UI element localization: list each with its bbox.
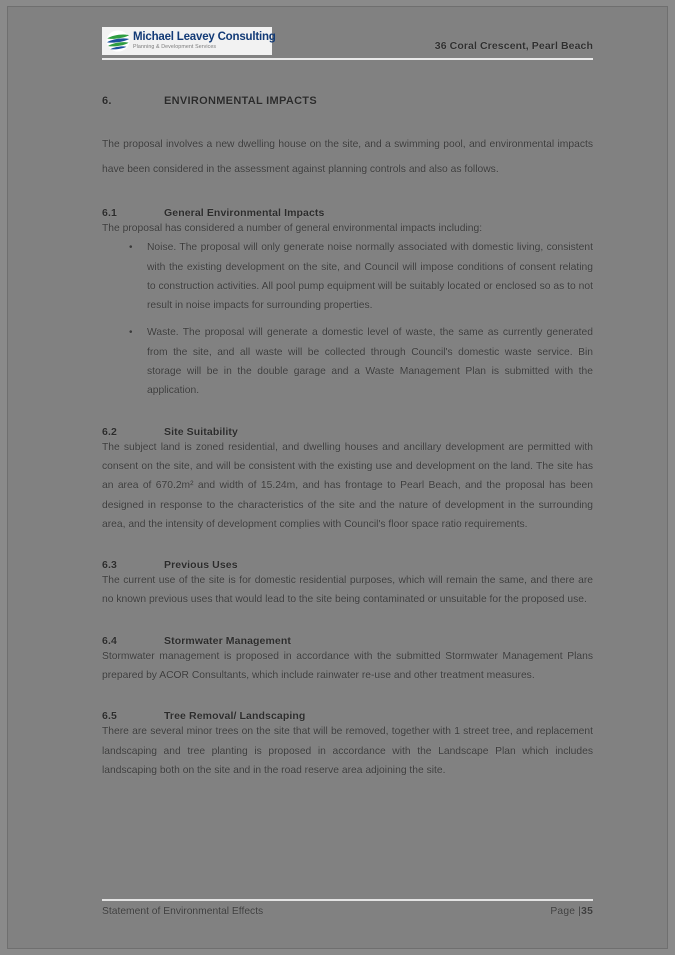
header-divider xyxy=(102,58,593,60)
footer-divider xyxy=(102,899,593,901)
list-spacer xyxy=(102,315,593,323)
subsection-body-6-5: There are several minor trees on the site that will be removed, together with 1 street tree, and replacement landscaping and tree planting is proposed in accordance with the Landscape Plan which includes landscaping both on the site and in the road reserve area adjoining the site. xyxy=(102,726,593,776)
page-header xyxy=(88,17,593,59)
section-number: 6. xyxy=(102,95,112,107)
subsection-heading-6-5 xyxy=(102,710,593,722)
header-site-address: 36 Coral Crescent, Pearl Beach xyxy=(434,40,593,52)
subsection-title: General Environmental Impacts xyxy=(164,207,325,219)
subsection-heading-6-2 xyxy=(102,426,593,438)
subsection-body-6-4: Stormwater management is proposed in accordance with the submitted Stormwater Management Plans prepared by ACOR Consultants, which include rainwater re-use and other treatment measures. xyxy=(102,650,593,682)
subsection-number: 6.2 xyxy=(102,425,117,438)
section-title: ENVIRONMENTAL IMPACTS xyxy=(164,95,317,107)
subsection-lead-6-1: The proposal has considered a number of general environmental impacts including: xyxy=(102,223,483,234)
subsection-number: 6.3 xyxy=(102,559,117,572)
subsection-heading-6-3 xyxy=(102,559,593,571)
subsection-title: Site Suitability xyxy=(164,425,238,438)
list-item-text: Waste. The proposal will generate a domestic level of waste, the same as currently generated from the site, and all waste will be collected through Council's domestic waste service. Bin storage will be in the double garage and a Waste Management Plan is submitted with the application. xyxy=(147,327,593,397)
subsection-title: Stormwater Management xyxy=(164,634,291,647)
subsection-body-6-2: The subject land is zoned residential, and dwelling houses and ancillary development are permitted with consent on the site, and will be consistent with the existing use and development on the land. The site has an area of 670.2m² and width of 15.24m, and has frontage to Pearl Beach, and the proposal has been designed in response to the characteristics of the site and the nature of development in the surrounding area, and the intensity of development complies with Council's floor space ratio requirements. xyxy=(102,441,593,530)
subsection-number: 6.4 xyxy=(102,634,117,647)
list-item xyxy=(102,323,593,400)
bullet-icon: • xyxy=(129,327,133,339)
subsection-title: Previous Uses xyxy=(164,559,238,572)
subsection-heading-6-4 xyxy=(102,635,593,647)
list-item-text: Noise. The proposal will only generate noise normally associated with domestic living, consistent with the existing development on the site, and Council will impose conditions of consent relating to construction activities. All pool pump equipment will be suitably located or enclosed so as to not result in noise impacts for surrounding properties. xyxy=(147,242,593,312)
logo-subtitle: Planning & Development Services xyxy=(133,44,217,51)
page-label: Page | xyxy=(550,906,582,917)
document-body xyxy=(102,95,593,780)
list-item xyxy=(102,238,593,315)
bullet-icon: • xyxy=(129,242,133,254)
subsection-number: 6.5 xyxy=(102,710,117,723)
page-footer xyxy=(102,899,593,917)
globe-icon xyxy=(105,29,131,53)
page-content xyxy=(88,17,593,937)
footer-page-indicator xyxy=(550,906,593,917)
section-intro-paragraph: The proposal involves a new dwelling house on the site, and a swimming pool, and environmental impacts have been considered in the assessment against planning controls and also as follows. xyxy=(102,139,593,175)
footer-document-title: Statement of Environmental Effects xyxy=(102,906,264,917)
company-logo xyxy=(102,27,276,55)
page-number: 35 xyxy=(581,906,593,917)
subsection-number: 6.1 xyxy=(102,207,117,219)
section-heading xyxy=(102,95,593,107)
subsection-title: Tree Removal/ Landscaping xyxy=(164,710,306,723)
general-impacts-bullet-list xyxy=(102,238,593,400)
document-page xyxy=(8,7,667,948)
logo-title: Michael Leavey Consulting xyxy=(133,30,276,43)
subsection-body-6-3: The current use of the site is for domestic residential purposes, which will remain the same, and there are no known previous uses that would lead to the site being contaminated or unsuitable for the proposed use. xyxy=(102,575,593,606)
subsection-heading-6-1 xyxy=(102,207,593,219)
